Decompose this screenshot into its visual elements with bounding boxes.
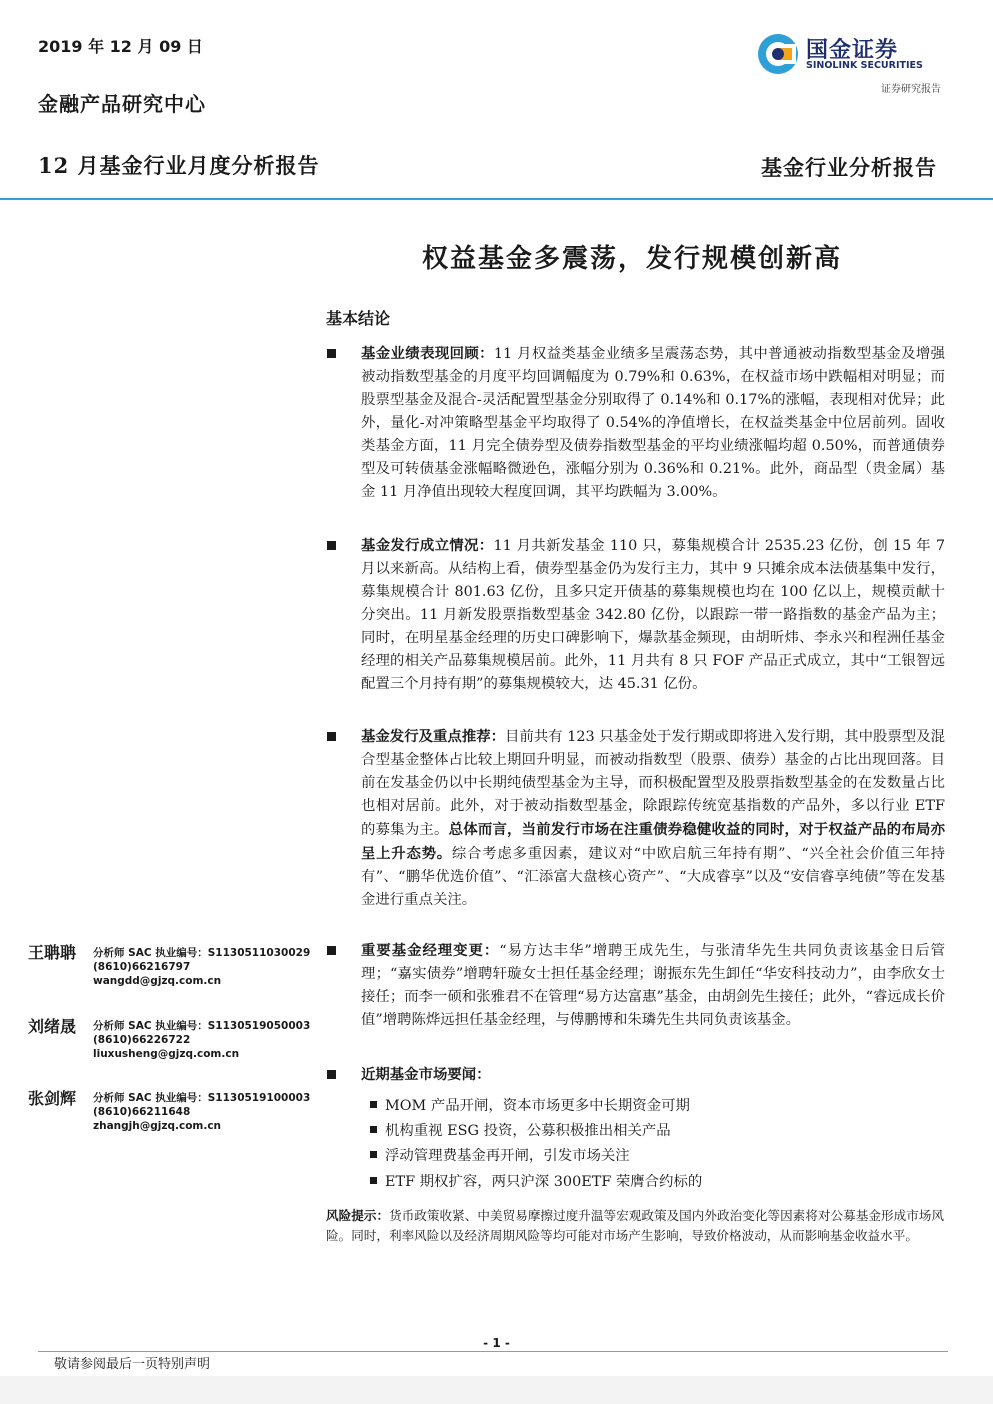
page-number: - 1 - <box>483 1336 510 1350</box>
analyst-email: liuxusheng@gjzq.com.cn <box>93 1048 240 1060</box>
footer-divider <box>38 1351 948 1352</box>
news-item: MOM 产品开闸，资本市场更多中长期资金可期 <box>370 1095 690 1118</box>
logo-english-name: SINOLINK SECURITIES <box>806 60 923 71</box>
research-center-name: 金融产品研究中心 <box>38 92 206 116</box>
bullet-label: 基金发行成立情况： <box>361 537 494 554</box>
analyst-contact: 分析师 SAC 执业编号：S1130519050003 (8610)66226722 liuxusheng@gjzq.com.cn <box>93 1020 311 1060</box>
bullet-square-icon <box>327 946 336 955</box>
analyst-email: wangdd@gjzq.com.cn <box>93 975 222 987</box>
bullet-issuance-recommendation <box>361 725 945 912</box>
logo-chinese-name: 国金证券 <box>806 38 899 63</box>
risk-text: 货币政策收紧、中美贸易摩擦过度升温等宏观政策及国内外政治变化等因素将对公募基金形成市场风险。同时，利率风险以及经济周期风险等均可能对市场产生影响，导致价格波动，从而影响基金收益水平。 <box>326 1208 945 1243</box>
bullet-text: 目前共有 123 只基金处于发行期或即将进入发行期，其中股票型及混合型基金整体占比较上期回升明显，而被动指数型（股票、债券）基金的占比出现回落。目前在发基金仍以中长期纯债型基金为主导，而积极配置型及股票指数型基金的在发数量占比也相对居前。此外，对于被动指数型基金，除跟踪传统宽基指数的产品外，多以行业 ETF 的募集为主。 <box>361 729 945 838</box>
report-type-label: 证券研究报告 <box>881 84 941 95</box>
report-date: 2019 年 12 月 09 日 <box>38 37 203 56</box>
bullet-label: 基金业绩表现回顾： <box>361 345 494 362</box>
analyst-contact: 分析师 SAC 执业编号：S1130511030029 (8610)66216797 wangdd@gjzq.com.cn <box>93 947 311 987</box>
risk-warning <box>326 1206 944 1246</box>
bullet-square-icon <box>327 1070 336 1079</box>
bullet-issuance-status <box>361 534 945 696</box>
small-square-bullet-icon <box>370 1101 377 1108</box>
bullet-label: 基金发行及重点推荐： <box>361 728 506 745</box>
news-item: 浮动管理费基金再开闸，引发市场关注 <box>370 1145 630 1168</box>
bullet-performance-review <box>361 342 945 504</box>
analyst-name: 王聃聃 <box>28 943 77 962</box>
small-square-bullet-icon <box>370 1126 377 1133</box>
report-headline: 权益基金多震荡，发行规模创新高 <box>421 244 842 274</box>
report-category-title: 基金行业分析报告 <box>761 155 937 180</box>
bullet-label: 近期基金市场要闻： <box>361 1066 491 1083</box>
bullet-manager-changes <box>361 939 945 1032</box>
analyst-contact: 分析师 SAC 执业编号：S1130519100003 (8610)66211648 zhangjh@gjzq.com.cn <box>93 1092 311 1132</box>
bullet-text: “易方达丰华”增聘王成先生，与张清华先生共同负责该基金日后管理；“嘉实债券”增聘轩璇女士担任基金经理；谢振东先生卸任“华安科技动力”，由李欣女士接任；而李一硕和张雅君不在管理“易方达富惠”基金，由胡剑先生接任；此外，“睿远成长价值”增聘陈烨远担任基金经理，与傅鹏博和朱璘先生共同负责该基金。 <box>361 943 945 1028</box>
bullet-text: 11 月权益类基金业绩多呈震荡态势，其中普通被动指数型基金及增强被动指数型基金的月度平均回调幅度为 0.79%和 0.63%，在权益市场中跌幅相对明显；而股票型基金及混合-灵活配置型基金分别取得了 0.14%和 0.17%的涨幅，表现相对优异；此外，量化-对冲策略型基金平均取得了 0.54%的净值增长，在权益类基金中位居前列。固收类基金方面，11 月完全债券型及债券指数型基金的平均业绩涨幅均超 0.50%，而普通债券型及可转债基金涨幅略微逊色，涨幅分别为 0.36%和 0.21%。此外，商品型（贵金属）基金 11 月净值出现较大程度回调，其平均跌幅为 3.00%。 <box>361 346 945 500</box>
analyst-email: zhangjh@gjzq.com.cn <box>93 1120 222 1132</box>
report-series-title: 12 月基金行业月度分析报告 <box>38 153 320 178</box>
bullet-text: 11 月共新发基金 110 只，募集规模合计 2535.23 亿份，创 15 年 7 月以来新高。从结构上看，债券型基金仍为发行主力，其中 9 只摊余成本法债基集中发行，募集规模合计 801.63 亿份，且多只定开债基的募集规模也均在 100 亿以上，规模贡献十分突出。11 月新发股票指数型基金 342.80 亿份，以跟踪一带一路指数的基金产品为主；同时，在明星基金经理的历史口碑影响下，爆款基金频现，由胡昕炜、李永兴和程洲任基金经理的相关产品募集规模居前。此外，11 月共有 8 只 FOF 产品正式成立，其中“工银智远配置三个月持有期”的募集规模较大，达 45.31 亿份。 <box>361 538 945 692</box>
header-divider <box>0 198 993 200</box>
footer-band <box>0 1376 993 1404</box>
bullet-label: 重要基金经理变更： <box>361 942 500 959</box>
small-square-bullet-icon <box>370 1177 377 1184</box>
bullet-market-news <box>361 1063 945 1087</box>
risk-label: 风险提示： <box>326 1208 390 1223</box>
sinolink-logo-icon <box>756 32 800 76</box>
bullet-square-icon <box>327 541 336 550</box>
section-title: 基本结论 <box>326 309 391 328</box>
news-item: ETF 期权扩容，两只沪深 300ETF 荣膺合约标的 <box>370 1171 702 1194</box>
bullet-bold-summary: 总体而言，当前发行市场在注重债券稳健收益的同时，对于权益产品的布局亦呈上升态势。 <box>361 821 945 862</box>
small-square-bullet-icon <box>370 1151 377 1158</box>
bullet-tail-text: 综合考虑多重因素，建议对“中欧启航三年持有期”、“兴全社会价值三年持有”、“鹏华优选价值”、“汇添富大盘核心资产”、“大成睿享”以及“安信睿享纯债”等在发基金进行重点关注。 <box>361 846 945 908</box>
analyst-name: 刘绪晟 <box>28 1017 77 1036</box>
disclaimer-note: 敬请参阅最后一页特别声明 <box>54 1357 211 1372</box>
analyst-name: 张剑辉 <box>28 1089 77 1108</box>
bullet-square-icon <box>327 349 336 358</box>
news-item: 机构重视 ESG 投资，公募积极推出相关产品 <box>370 1120 671 1143</box>
bullet-square-icon <box>327 732 336 741</box>
